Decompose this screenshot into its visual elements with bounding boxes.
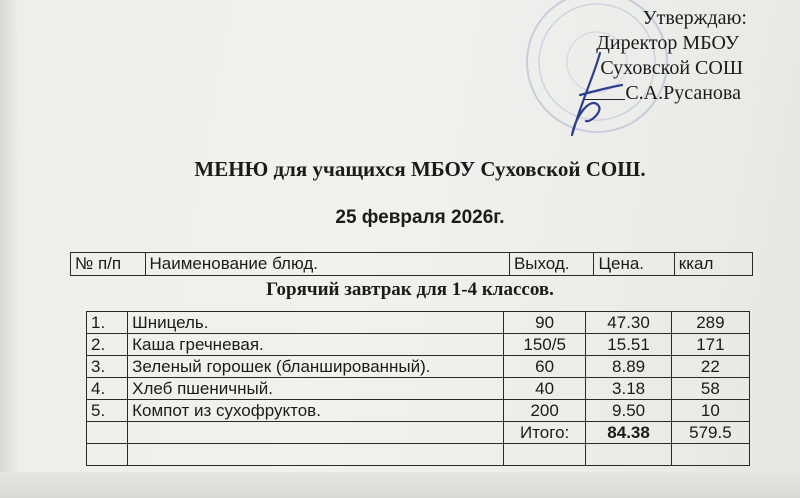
menu-date: 25 февраля 2026г. [335,207,505,228]
row-number: 4. [87,378,128,400]
row-kcal: 22 [671,356,749,378]
empty-cell [503,444,585,466]
row-number: 3. [87,356,128,378]
total-row [87,422,750,444]
section-title: Горячий завтрак для 1-4 классов. [266,279,554,300]
row-yield: 40 [503,378,585,400]
header-dish-name: Наименование блюд. [145,253,509,276]
row-dish-name: Зеленый горошек (бланшированный). [128,356,504,378]
row-kcal: 289 [671,312,749,334]
approval-position: Директор МБОУ [596,32,739,54]
row-kcal: 10 [671,400,749,422]
empty-row [87,444,750,466]
row-dish-name: Каша гречневая. [128,334,504,356]
total-label: Итого: [503,422,585,444]
page-fold-shadow [0,0,18,498]
row-price: 15.51 [586,334,671,356]
empty-cell [128,444,504,466]
header-price: Цена. [594,253,674,276]
row-yield: 90 [503,312,585,334]
total-price: 84.38 [586,422,671,444]
total-kcal: 579.5 [671,422,749,444]
table-header-row [71,253,753,276]
row-price: 8.89 [586,356,671,378]
row-price: 3.18 [586,378,671,400]
row-number: 5. [87,400,128,422]
total-empty-cell [128,422,504,444]
menu-title: МЕНЮ для учащихся МБОУ Суховской СОШ. [194,157,646,181]
row-dish-name: Компот из сухофруктов. [128,400,504,422]
handwritten-signature [560,45,630,145]
header-number: № п/п [71,253,146,276]
empty-cell [87,444,128,466]
empty-cell [586,444,671,466]
row-price: 47.30 [586,312,671,334]
row-dish-name: Хлеб пшеничный. [128,378,504,400]
table-row [87,378,750,400]
approval-signer: С.А.Русанова [625,82,741,104]
row-price: 9.50 [586,400,671,422]
approval-heading: Утверждаю: [642,7,747,29]
row-number: 1. [87,312,128,334]
total-empty-cell [87,422,128,444]
row-yield: 150/5 [503,334,585,356]
table-row [87,356,750,378]
row-kcal: 171 [671,334,749,356]
row-kcal: 58 [671,378,749,400]
row-number: 2. [87,334,128,356]
row-yield: 200 [503,400,585,422]
row-yield: 60 [503,356,585,378]
table-row [87,334,750,356]
table-row [87,400,750,422]
table-row [87,312,750,334]
page-bottom-shadow [0,472,800,498]
approval-school: Суховской СОШ [600,57,743,79]
empty-cell [671,444,749,466]
header-yield: Выход. [509,253,594,276]
header-kcal: ккал [674,253,752,276]
menu-header-table [70,252,753,276]
menu-items-table [86,311,750,466]
row-dish-name: Шницель. [128,312,504,334]
